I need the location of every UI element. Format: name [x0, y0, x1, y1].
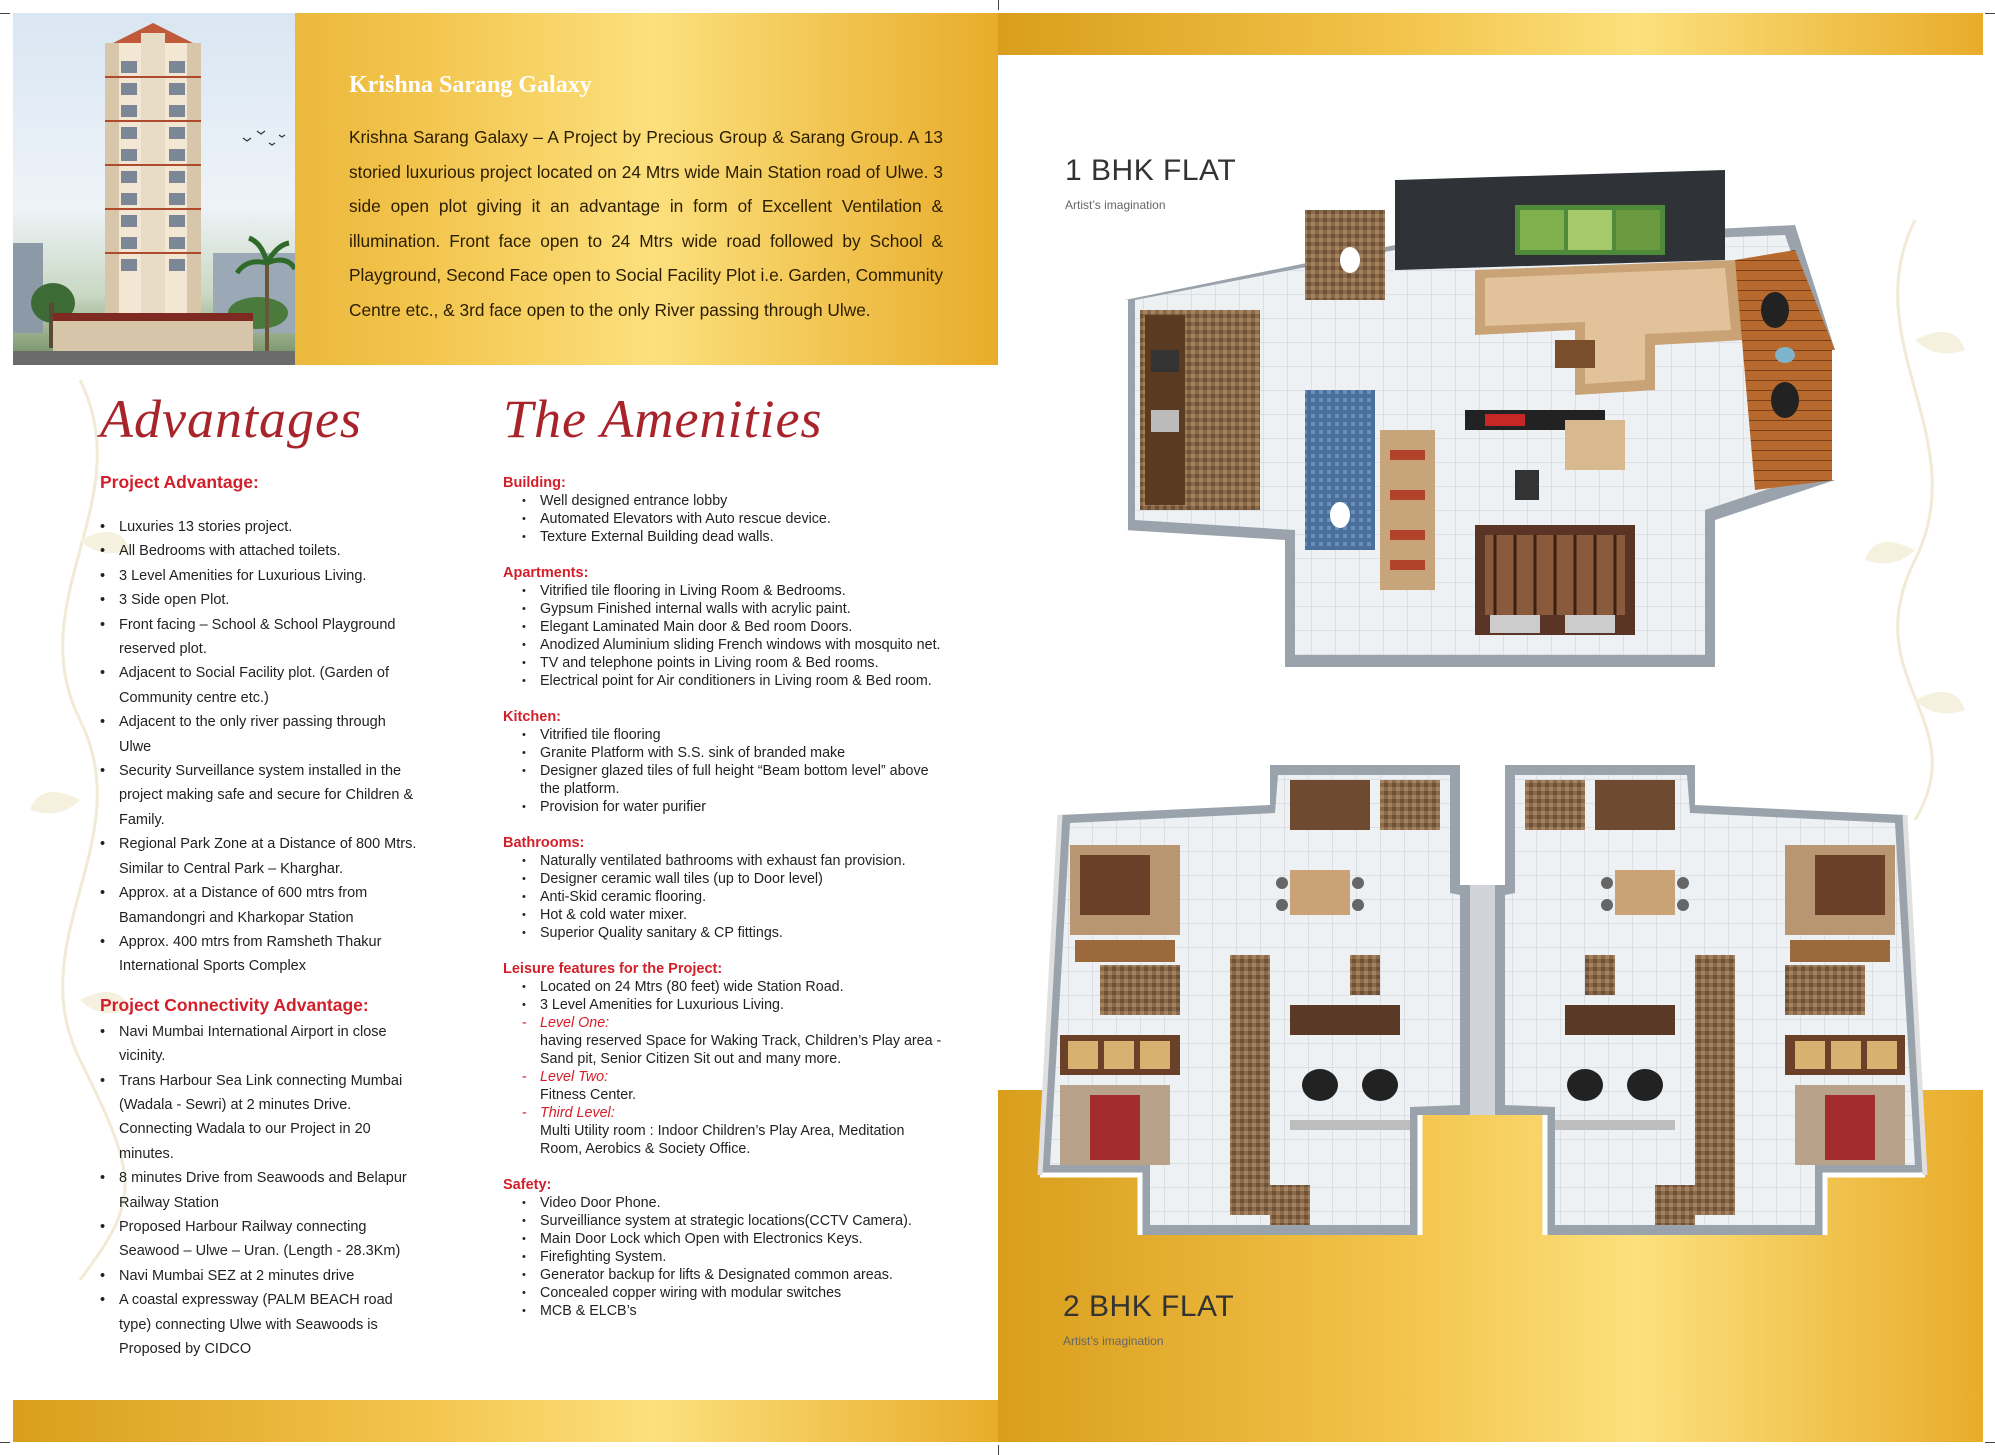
list-item: • Naturally ventilated bathrooms with exhaust fan provision. — [503, 852, 943, 870]
project-title: Krishna Sarang Galaxy — [349, 72, 592, 98]
trim-mark — [0, 13, 10, 14]
list-item: • Granite Platform with S.S. sink of branded make — [503, 744, 943, 762]
list-item: • 8 minutes Drive from Seawoods and Belapur Railway Station — [100, 1166, 420, 1215]
list-item: • Hot & cold water mixer. — [503, 906, 943, 924]
list-item: • All Bedrooms with attached toilets. — [100, 539, 420, 563]
amenities-kitchen-section — [503, 708, 943, 816]
list-item: • Provision for water purifier — [503, 798, 943, 816]
list-item: • Navi Mumbai International Airport in close vicinity. — [100, 1020, 420, 1069]
one-bhk-caption: Artist’s imagination — [1065, 198, 1166, 212]
amenities-building-section — [503, 474, 943, 546]
amenities-leisure-section — [503, 960, 943, 1158]
list-item: • Anodized Aluminium sliding French windows with mosquito net. — [503, 636, 943, 654]
list-item: • Approx. 400 mtrs from Ramsheth Thakur International Sports Complex — [100, 930, 420, 979]
trim-mark — [998, 0, 999, 10]
list-item: • Located on 24 Mtrs (80 feet) wide Station Road. — [503, 978, 943, 996]
list-item: • Concealed copper wiring with modular switches — [503, 1284, 943, 1302]
list-item: • MCB & ELCB’s — [503, 1302, 943, 1320]
connectivity-advantage-list — [100, 1020, 420, 1362]
two-bhk-title: 2 BHK FLAT — [1063, 1290, 1235, 1323]
list-item: • Anti-Skid ceramic flooring. — [503, 888, 943, 906]
list-item: • TV and telephone points in Living room & Bed rooms. — [503, 654, 943, 672]
list-item: • Trans Harbour Sea Link connecting Mumbai (Wadala - Sewri) at 2 minutes Drive. Connecting Wadala to our Project in 20 minutes. — [100, 1069, 420, 1167]
two-bhk-floor-plan — [1020, 755, 1945, 1250]
list-item: • 3 Level Amenities for Luxurious Living. — [100, 564, 420, 588]
building-photo — [13, 13, 295, 365]
level-text: Fitness Center. — [540, 1087, 637, 1103]
trim-mark — [998, 1445, 999, 1455]
level-label: - Third Level: — [503, 1104, 943, 1122]
list-item: • A coastal expressway (PALM BEACH road type) connecting Ulwe with Seawoods is Proposed by CIDCO — [100, 1288, 420, 1361]
project-advantage-heading: Project Advantage: — [100, 472, 259, 492]
header-gold-band — [998, 13, 1983, 55]
section-heading: Safety: — [503, 1177, 552, 1193]
list-item: • Firefighting System. — [503, 1248, 943, 1266]
list-item: • Well designed entrance lobby — [503, 492, 943, 510]
trim-mark — [0, 1442, 10, 1443]
level-label: - Level One: — [503, 1014, 943, 1032]
section-heading: Kitchen: — [503, 709, 561, 725]
amenities-apartments-section — [503, 564, 943, 690]
list-item: • Proposed Harbour Railway connecting Seawood – Ulwe – Uran. (Length - 28.3Km) — [100, 1215, 420, 1264]
project-advantage-list — [100, 515, 420, 979]
list-item: • Superior Quality sanitary & CP fittings. — [503, 924, 943, 942]
amenities-safety-section — [503, 1176, 943, 1320]
list-item: • 3 Level Amenities for Luxurious Living. — [503, 996, 943, 1014]
list-item: • Generator backup for lifts & Designated common areas. — [503, 1266, 943, 1284]
level-text: Multi Utility room : Indoor Children’s Play Area, Meditation Room, Aerobics & Society Office. — [540, 1123, 905, 1157]
connectivity-advantage-heading: Project Connectivity Advantage: — [100, 994, 369, 1015]
list-item: • Video Door Phone. — [503, 1194, 943, 1212]
advantages-column — [100, 472, 420, 1361]
list-item: • Approx. at a Distance of 600 mtrs from Bamandongri and Kharkopar Station — [100, 881, 420, 930]
list-item: • Front facing – School & School Playground reserved plot. — [100, 613, 420, 662]
footer-gold-band — [13, 1400, 998, 1442]
list-item: • Surveilliance system at strategic locations(CCTV Camera). — [503, 1212, 943, 1230]
list-item: • Adjacent to Social Facility plot. (Garden of Community centre etc.) — [100, 661, 420, 710]
list-item: • Designer ceramic wall tiles (up to Door level) — [503, 870, 943, 888]
project-intro-text: Krishna Sarang Galaxy – A Project by Precious Group & Sarang Group. A 13 storied luxurious project located on 24 Mtrs wide Main Station road of Ulwe. 3 side open plot giving it an advantage in form of Excellent Ventilation & illumination. Front face open to 24 Mtrs wide road followed by School & Playground, Second Face open to Social Facility Plot i.e. Garden, Community Centre etc., & 3rd face open to the only River passing through Ulwe. — [349, 127, 943, 320]
list-item: • Elegant Laminated Main door & Bed room Doors. — [503, 618, 943, 636]
list-item: • Designer glazed tiles of full height “Beam bottom level” above the platform. — [503, 762, 943, 798]
list-item: • Automated Elevators with Auto rescue device. — [503, 510, 943, 528]
list-item: • Main Door Lock which Open with Electronics Keys. — [503, 1230, 943, 1248]
advantages-heading: Advantages — [100, 389, 362, 449]
section-heading: Bathrooms: — [503, 835, 585, 851]
one-bhk-floor-plan — [1095, 150, 1875, 680]
amenities-column — [503, 474, 943, 1338]
trim-mark — [1985, 13, 1995, 14]
section-heading: Apartments: — [503, 565, 589, 581]
list-item: • 3 Side open Plot. — [100, 588, 420, 612]
section-heading: Leisure features for the Project: — [503, 961, 723, 977]
section-heading: Building: — [503, 475, 566, 491]
list-item: • Texture External Building dead walls. — [503, 528, 943, 546]
level-text: having reserved Space for Waking Track, Children’s Play area - Sand pit, Senior Citizen Sit out and many more. — [540, 1033, 942, 1067]
list-item: • Regional Park Zone at a Distance of 800 Mtrs. Similar to Central Park – Kharghar. — [100, 832, 420, 881]
list-item: • Vitrified tile flooring — [503, 726, 943, 744]
two-bhk-caption: Artist’s imagination — [1063, 1334, 1164, 1348]
one-bhk-title: 1 BHK FLAT — [1065, 154, 1237, 187]
level-label: - Level Two: — [503, 1068, 943, 1086]
list-item: • Electrical point for Air conditioners in Living room & Bed room. — [503, 672, 943, 690]
list-item: • Gypsum Finished internal walls with acrylic paint. — [503, 600, 943, 618]
list-item: • Security Surveillance system installed in the project making safe and secure for Children & Family. — [100, 759, 420, 832]
amenities-heading: The Amenities — [503, 389, 823, 449]
list-item: • Adjacent to the only river passing through Ulwe — [100, 710, 420, 759]
list-item: • Luxuries 13 stories project. — [100, 515, 420, 539]
trim-mark — [1985, 1442, 1995, 1443]
amenities-bathrooms-section — [503, 834, 943, 942]
list-item: • Vitrified tile flooring in Living Room & Bedrooms. — [503, 582, 943, 600]
list-item: • Navi Mumbai SEZ at 2 minutes drive — [100, 1264, 420, 1288]
